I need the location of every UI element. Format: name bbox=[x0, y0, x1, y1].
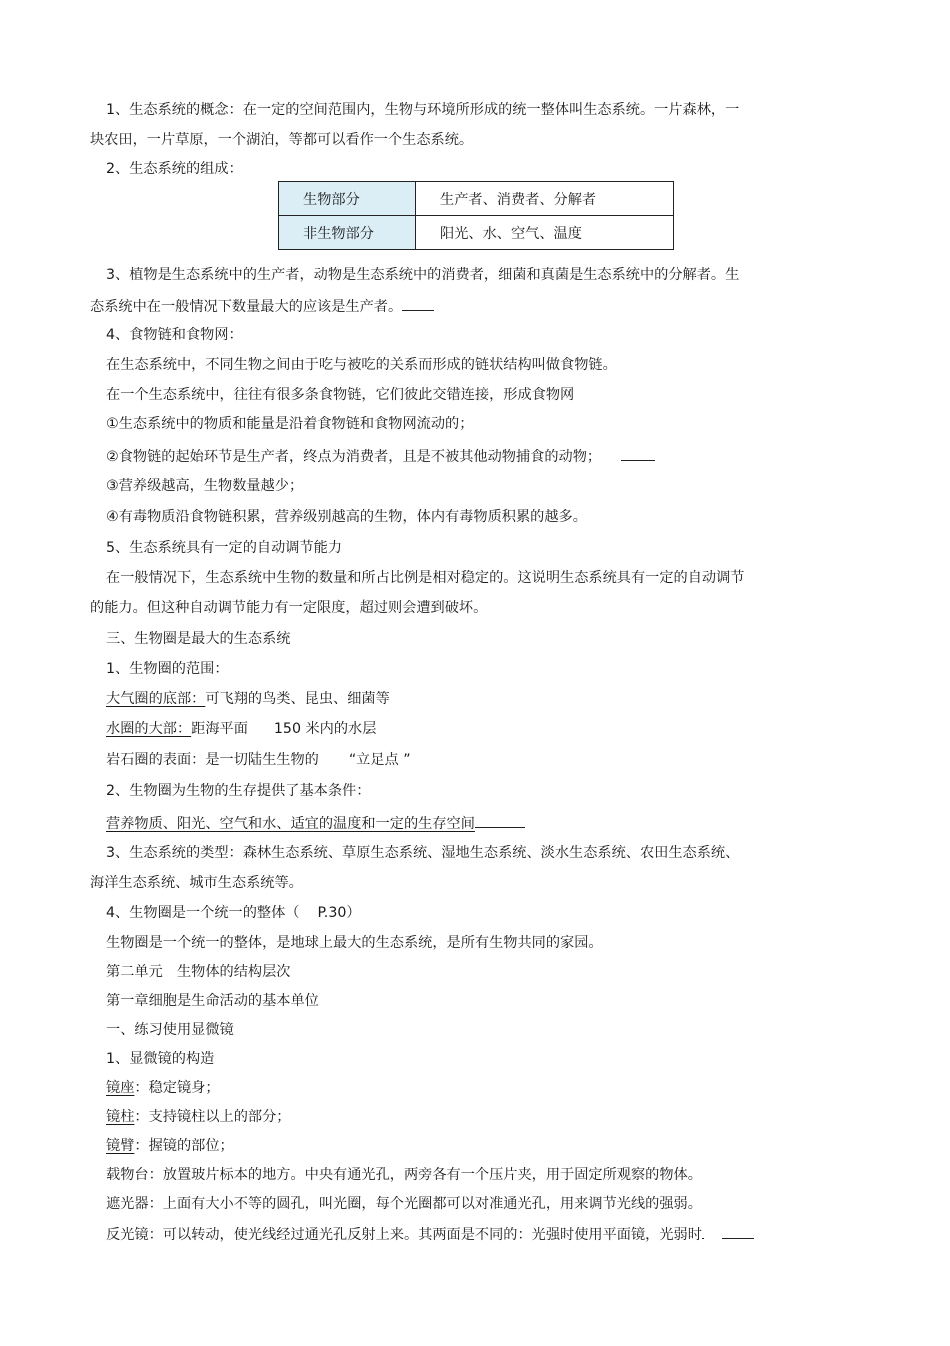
para-1-line-1: 1、生态系统的概念：在一定的空间范围内，生物与环境所形成的统一整体叫生态系统。一片森林，一 bbox=[106, 102, 740, 118]
hydrosphere-text-1: 距海平面 bbox=[191, 721, 248, 737]
food-chain-point-2-text: ②食物链的起始环节是生产者，终点为消费者，且是不被其他动物捕食的动物； bbox=[106, 449, 602, 465]
microscope-section-heading: 一、练习使用显微镜 bbox=[106, 1022, 234, 1038]
hydrosphere-label: 水圈的大部： bbox=[106, 721, 192, 737]
section-3-heading: 三、生物圈是最大的生态系统 bbox=[106, 631, 291, 647]
answer-blank bbox=[402, 296, 434, 311]
atmosphere-text: 可飞翔的鸟类、昆虫、细菌等 bbox=[205, 691, 390, 707]
microscope-arm-text: ：握镜的部位； bbox=[134, 1138, 234, 1154]
microscope-pillar-line bbox=[106, 1108, 290, 1126]
answer-blank bbox=[722, 1224, 754, 1239]
table-cell-label: 生物部分 bbox=[279, 182, 416, 216]
answer-blank bbox=[475, 813, 525, 828]
microscope-base-label: 镜座 bbox=[106, 1080, 135, 1096]
biosphere-conditions-text: 营养物质、阳光、空气和水、适宜的温度和一定的生存空间 bbox=[106, 816, 475, 832]
microscope-base-line bbox=[106, 1079, 220, 1097]
para-1-line-2: 块农田，一片草原，一个湖泊，等都可以看作一个生态系统。 bbox=[90, 132, 474, 148]
chapter-1-heading: 第一章细胞是生命活动的基本单位 bbox=[106, 993, 319, 1009]
table-cell-value: 阳光、水、空气、温度 bbox=[416, 216, 674, 250]
biosphere-whole-heading bbox=[106, 904, 361, 922]
microscope-pillar-label: 镜柱 bbox=[106, 1109, 135, 1125]
ecosystem-types-line-1: 3、生态系统的类型：森林生态系统、草原生态系统、湿地生态系统、淡水生态系统、农田生态系统、 bbox=[106, 845, 740, 861]
microscope-diaphragm-line: 遮光器：上面有大小不等的圆孔，叫光圈，每个光圈都可以对准通光孔，用来调节光线的强弱。 bbox=[106, 1196, 702, 1212]
microscope-base-text: ：稳定镜身； bbox=[134, 1080, 220, 1096]
biosphere-conditions-heading: 2、生物圈为生物的生存提供了基本条件： bbox=[106, 783, 371, 799]
page-reference: P.30） bbox=[317, 905, 361, 921]
para-3-line-1: 3、植物是生态系统中的生产者，动物是生态系统中的消费者，细菌和真菌是生态系统中的分解者。生 bbox=[106, 267, 740, 283]
atmosphere-line bbox=[106, 690, 390, 708]
atmosphere-label: 大气圈的底部： bbox=[106, 691, 206, 707]
microscope-structure-heading: 1、显微镜的构造 bbox=[106, 1051, 215, 1067]
answer-blank bbox=[702, 1224, 704, 1239]
para-3-line-2 bbox=[90, 296, 434, 316]
biosphere-whole-body: 生物圈是一个统一的整体，是地球上最大的生态系统，是所有生物共同的家园。 bbox=[106, 935, 603, 951]
food-chain-point-2 bbox=[106, 446, 655, 466]
food-chain-definition: 在生态系统中，不同生物之间由于吃与被吃的关系而形成的链状结构叫做食物链。 bbox=[106, 357, 617, 373]
ecosystem-types-line-2: 海洋生态系统、城市生态系统等。 bbox=[90, 875, 303, 891]
table-row bbox=[279, 182, 674, 216]
para-5-heading: 5、生态系统具有一定的自动调节能力 bbox=[106, 540, 343, 556]
biosphere-whole-text: 4、生物圈是一个统一的整体（ bbox=[106, 905, 300, 921]
unit-2-heading: 第二单元 生物体的结构层次 bbox=[106, 964, 291, 980]
answer-blank bbox=[621, 446, 655, 461]
table-row bbox=[279, 216, 674, 250]
para-5-line-1: 在一般情况下，生态系统中生物的数量和所占比例是相对稳定的。这说明生态系统具有一定的自动调节 bbox=[106, 570, 745, 586]
food-chain-point-3: ③营养级越高，生物数量越少； bbox=[106, 478, 304, 494]
biosphere-conditions-line bbox=[106, 813, 525, 833]
para-3-line-2-text: 态系统中在一般情况下数量最大的应该是生产者。 bbox=[90, 299, 403, 315]
microscope-stage-line: 载物台：放置玻片标本的地方。中央有通光孔，两旁各有一个压片夹，用于固定所观察的物体。 bbox=[106, 1167, 702, 1183]
ecosystem-composition-table bbox=[278, 181, 674, 250]
table-cell-value: 生产者、消费者、分解者 bbox=[416, 182, 674, 216]
microscope-mirror-text: 反光镜：可以转动，使光线经过通光孔反射上来。其两面是不同的：光强时使用平面镜，光弱时 bbox=[106, 1227, 702, 1243]
microscope-mirror-line bbox=[106, 1224, 754, 1244]
table-cell-label: 非生物部分 bbox=[279, 216, 416, 250]
microscope-pillar-text: ：支持镜柱以上的部分； bbox=[134, 1109, 291, 1125]
para-5-line-2: 的能力。但这种自动调节能力有一定限度，超过则会遭到破坏。 bbox=[90, 600, 488, 616]
hydrosphere-text-2: 150 米内的水层 bbox=[273, 721, 377, 737]
lithosphere-text-1: 岩石圈的表面：是一切陆生生物的 bbox=[106, 752, 319, 768]
microscope-arm-label: 镜臂 bbox=[106, 1138, 135, 1154]
food-chain-point-4: ④有毒物质沿食物链积累，营养级别越高的生物，体内有毒物质积累的越多。 bbox=[106, 509, 587, 525]
food-web-definition: 在一个生态系统中，往往有很多条食物链，它们彼此交错连接，形成食物网 bbox=[106, 387, 575, 403]
para-4-heading: 4、食物链和食物网： bbox=[106, 327, 243, 343]
microscope-arm-line bbox=[106, 1137, 234, 1155]
hydrosphere-line bbox=[106, 720, 376, 738]
biosphere-range-heading: 1、生物圈的范围： bbox=[106, 661, 229, 677]
para-2-heading: 2、生态系统的组成： bbox=[106, 161, 243, 177]
lithosphere-text-2: “立足点 ” bbox=[348, 752, 411, 768]
lithosphere-line bbox=[106, 751, 411, 769]
food-chain-point-1: ①生态系统中的物质和能量是沿着食物链和食物网流动的； bbox=[106, 416, 474, 432]
